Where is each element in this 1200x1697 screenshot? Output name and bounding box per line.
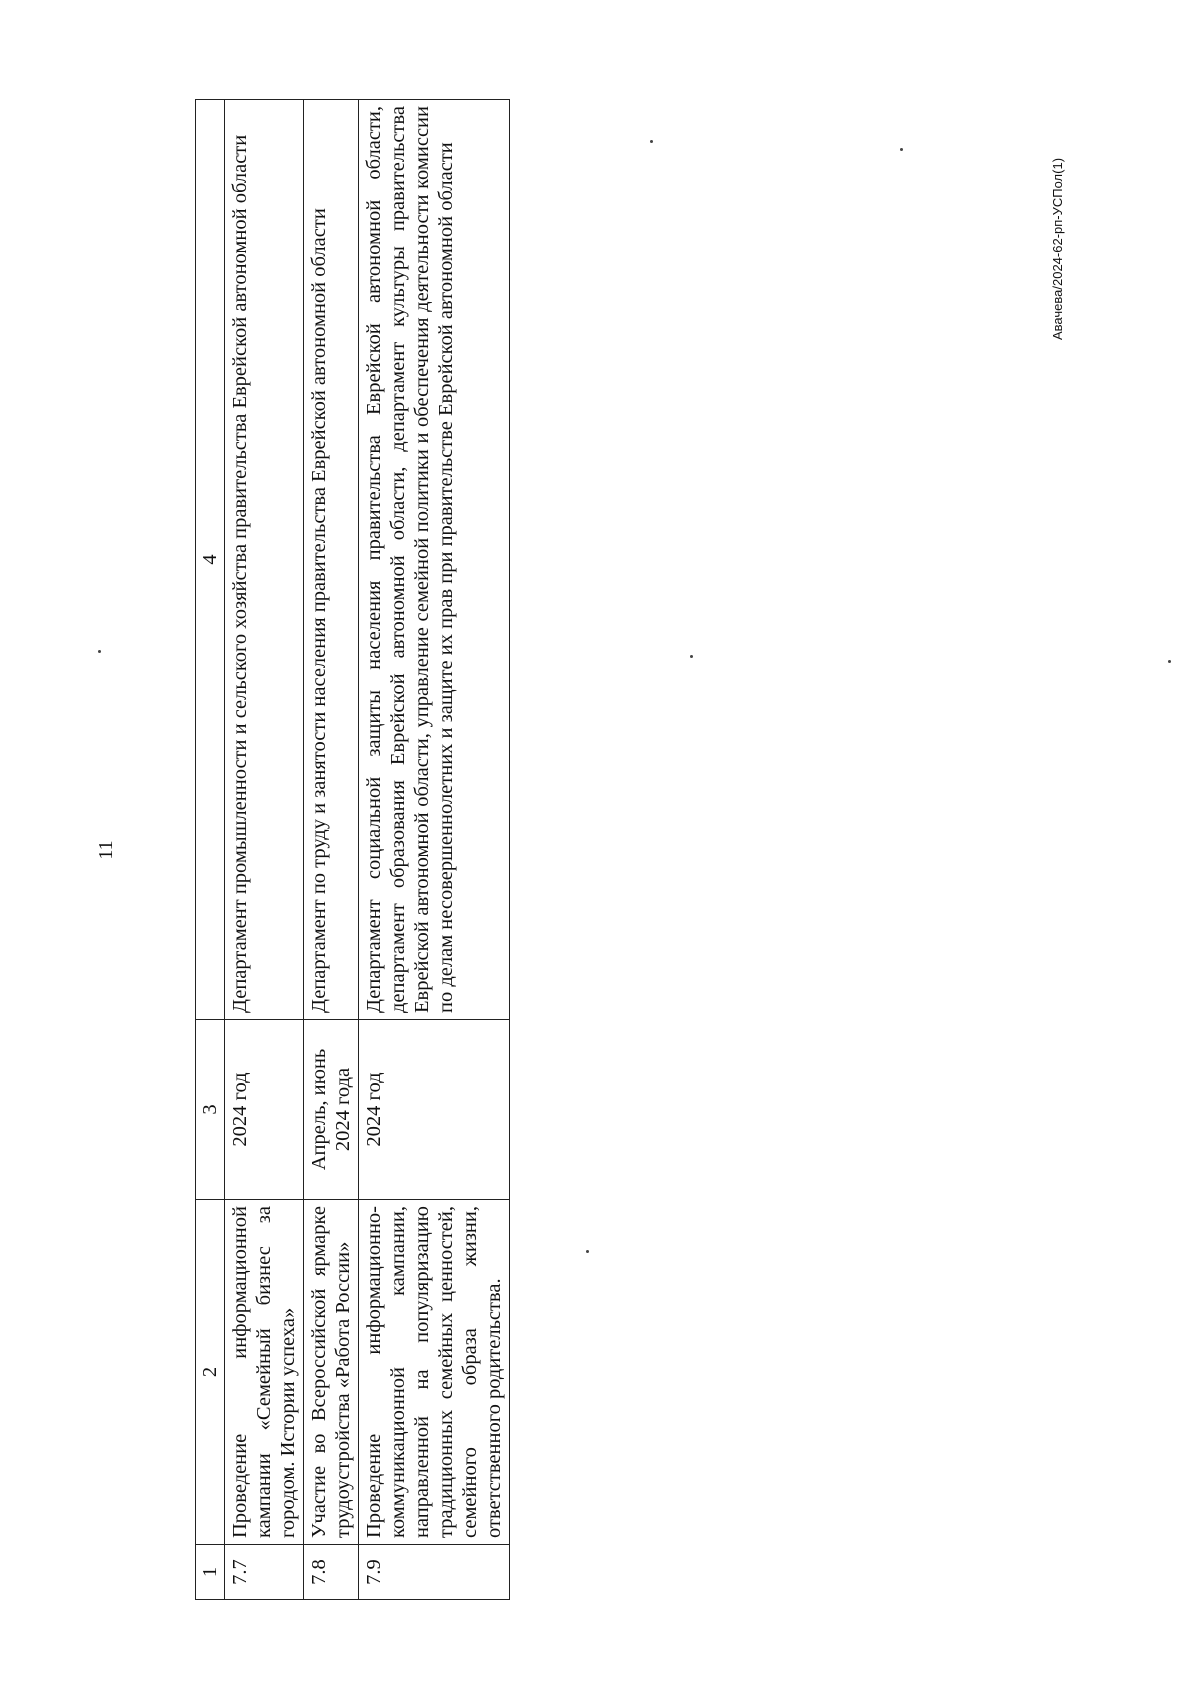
page-number: 11 [95, 840, 117, 860]
row-event: Проведение информационно-коммуникационной кампании, направленной на популяризацию традиционных семейных ценностей, семейного образа жизни, ответственного родительства. [359, 1200, 510, 1545]
scan-speck [1168, 660, 1171, 663]
table-row [359, 100, 510, 1600]
header-col-2: 2 [196, 1200, 225, 1545]
row-responsible: Департамент социальной защиты населения правительства Еврейской автономной области, департамент образования Еврейской автономной области, департамент культуры правительства Еврейской автономной области, управление семейной политики и обеспечения деятельности комиссии по делам несовершеннолетних и защите их прав при правительстве Еврейской автономной области [359, 100, 510, 1020]
scan-speck [586, 1250, 589, 1253]
header-col-1: 1 [196, 1545, 225, 1600]
row-number: 7.7 [225, 1545, 304, 1600]
table-row [304, 100, 359, 1600]
scan-speck [690, 655, 693, 658]
row-responsible: Департамент по труду и занятости населения правительства Еврейской автономной области [304, 100, 359, 1020]
row-date: Апрель, июнь 2024 года [304, 1020, 359, 1200]
document-code-text: Авачева/2024-62-рп-УСПол(1) [1050, 157, 1065, 340]
row-date: 2024 год [225, 1020, 304, 1200]
row-event: Участие во Всероссийской ярмарке трудоустройства «Работа России» [304, 1200, 359, 1545]
rotated-page [95, 100, 755, 1600]
scan-speck [98, 650, 101, 653]
scan-speck [900, 148, 903, 151]
document-code [1050, 40, 1080, 460]
row-responsible: Департамент промышленности и сельского хозяйства правительства Еврейской автономной области [225, 100, 304, 1020]
header-col-4: 4 [196, 100, 225, 1020]
row-date: 2024 год [359, 1020, 510, 1200]
measures-table [195, 99, 510, 1600]
table-row [225, 100, 304, 1600]
scan-speck [650, 140, 653, 143]
header-col-3: 3 [196, 1020, 225, 1200]
table-header-row [196, 100, 225, 1600]
row-event: Проведение информационной кампании «Семейный бизнес за городом. Истории успеха» [225, 1200, 304, 1545]
row-number: 7.9 [359, 1545, 510, 1600]
row-number: 7.8 [304, 1545, 359, 1600]
